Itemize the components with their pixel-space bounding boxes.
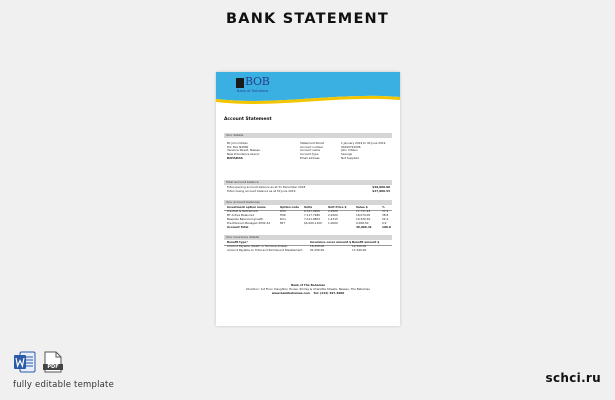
summary-row: Total opening account balance as at 31 December 2018 $40,000.00 bbox=[227, 184, 390, 189]
logo-mark bbox=[236, 78, 244, 88]
section-bar: Your details bbox=[224, 133, 392, 138]
account-info-labels: Statement Period Account number Account name Account type Email address bbox=[300, 140, 325, 160]
table-row: Bespoke Balanced growth DC1 7,011.6803 1.4315 10,430.30 22.4 bbox=[227, 216, 389, 221]
footer-bank-name: Bank of The Bahamas bbox=[290, 283, 326, 287]
account-info-values: 1 January 2019 to 30 June 2019 00100791006 John Citizen Savings Not Supplied bbox=[341, 140, 386, 160]
format-icons bbox=[14, 351, 74, 375]
your-details-section bbox=[224, 133, 392, 176]
footer-contact: www.bankbahamas.com Tel: (242) 397-3000 bbox=[271, 290, 345, 295]
document-footer bbox=[216, 284, 400, 295]
table-row: Pre-Planned Managed 2030-34 MIT $4,000.1100 1.0000 0,008.50 0.9 bbox=[227, 220, 387, 225]
table-row: BT Active Balanced H06 7,117.7980 2.2000 18,070.00 38.8 bbox=[227, 212, 389, 217]
table-header: Benefit type* Insurance cover amount $ Benefit amount $ bbox=[227, 239, 380, 244]
summary-row: Total closing account balance as at 30 June 2019 $47,800.53 bbox=[227, 188, 390, 193]
section-bar: Your account balances bbox=[224, 200, 392, 205]
table-total-row: Account Total 46,806.41 100.0 bbox=[227, 224, 391, 229]
statement-document bbox=[216, 72, 400, 326]
word-document-icon bbox=[14, 351, 36, 373]
account-balances-section bbox=[224, 200, 392, 230]
table-header: Investment option name Option code Units Unit Price $ Value $ % bbox=[227, 204, 385, 209]
site-watermark: schci.ru bbox=[545, 371, 601, 385]
page-title: BANK STATEMENT bbox=[226, 11, 389, 27]
table-row: Pre-Paid & Retirement D54 6,347.9900 2.9500 17,717.44 37.9 bbox=[227, 209, 389, 214]
statement-title: Account Statement bbox=[224, 117, 272, 122]
insurance-section bbox=[224, 235, 392, 253]
table-row: Amount Payable (Death or Terminal illness) 16,458.00 12,500.00 bbox=[227, 244, 367, 249]
bank-logo: BOB bbox=[245, 75, 270, 88]
bank-tagline: Bank of Solutions bbox=[237, 89, 269, 93]
table-row: Amount Payable on Total and Permanent Disablement 91,056.00 17,290.00 bbox=[227, 247, 367, 252]
section-bar: Your insurance details bbox=[224, 235, 392, 240]
section-bar: Total account balance bbox=[224, 180, 392, 185]
pdf-file-icon bbox=[43, 351, 63, 373]
pdf-label: PDF bbox=[43, 364, 63, 370]
template-caption: fully editable template bbox=[13, 380, 115, 390]
customer-address: Mr John Citizen P.O. Box N4000 Vacance Street, Nassau, New Providence Island, BAHAMAS bbox=[227, 140, 261, 160]
footer-address: Direction: 1st Floor Claughton House, Shirley & Charlotte Streets, Nassau, The Bahamas bbox=[246, 286, 370, 291]
balance-summary-section bbox=[224, 180, 392, 194]
